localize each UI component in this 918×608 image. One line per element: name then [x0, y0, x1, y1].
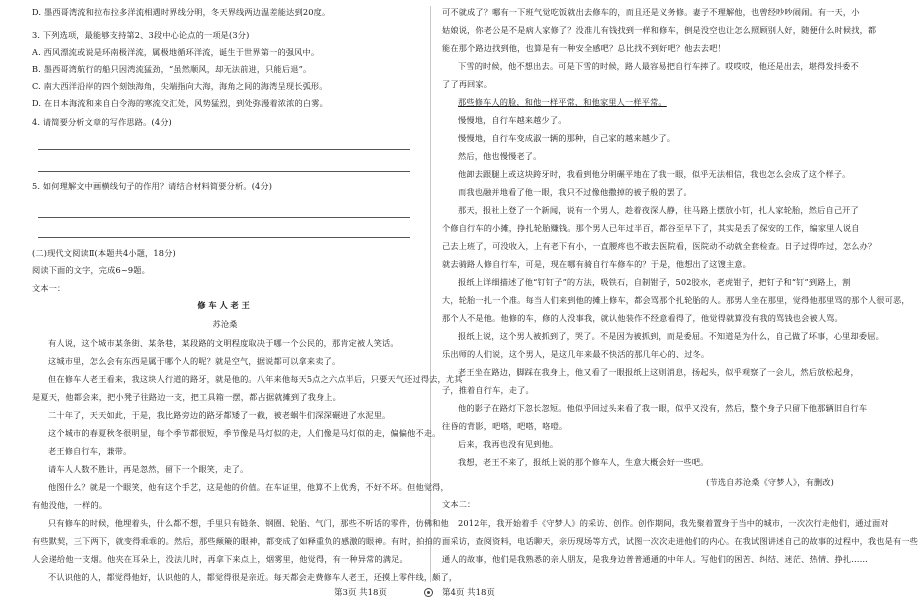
source-citation: (节选自苏沧桑《守梦人》，有删改): [706, 477, 834, 487]
paragraph-line: 2012年，我开始着手《守梦人》的采访、创作。创作期间，我先聚着置身于当中的城市，一次次行走他们，通过面对: [458, 518, 889, 528]
answer-line: [38, 171, 410, 172]
paragraph-line: 有人说，这个城市某条街、某条巷，某段路的文明程度取决于哪一个公民的，那肯定被人笑话。: [48, 338, 399, 348]
question-3-option-d: D. 在日本海流和来自白令海的寒流交汇处，风势猛烈，到处弥漫着浓浓的白雾。: [32, 98, 328, 108]
story-title: 修车人老王: [197, 300, 253, 310]
text-2-label: 文本二：: [442, 499, 476, 509]
paragraph-line: 报纸上详细描述了他“钉钉子”的方法，吸铁石，自制钳子，502胶水，老虎钳子，把钉子和“钉”到路上，割: [458, 277, 851, 287]
paragraph-line: 面采访，查阅资料，电话聊天，亲历现场等方式，试图一次次走进他们的内心。在我试图讲述自己的故事的过程中，我也是有一些: [442, 536, 918, 546]
paragraph-line: 就去骑路人修自行车，可是，现在哪有骑自行车修车的？于是，他想出了这馊主意。: [442, 259, 752, 269]
paragraph-line: 然后，他也慢慢老了。: [458, 151, 542, 161]
paragraph-line: 老王坐在路边，脚踩在我身上，他又看了一眼报纸上这则消息，扬起头，似乎观察了一会儿，然后放松起身，: [458, 367, 859, 377]
question-3-option-a: A. 西风漂流或说是环南极洋流，属极地循环洋流，诞生于世界第一的强风中。: [32, 47, 320, 57]
paragraph-line: 后来，我再也没有见到他。: [458, 439, 559, 449]
answer-line: [38, 149, 410, 150]
paragraph-line: 老王修自行车，兼带。: [48, 446, 132, 456]
paragraph-line: 下雪的时候，他不想出去。可是下雪的时候，路人最容易把自行车摔了。哎哎哎，他还是出去，堪得发抖委不: [458, 61, 859, 71]
paragraph-line: 那个人不是他。他修的车，修的人没事我，就认他装作不经意看得了，他觉得就算没有我的骂钱也会被人骂。: [442, 313, 843, 323]
paragraph-line: 大，轮胎一扎一个准。每当人们来到他的摊上修车，都会骂那个扎轮胎的人。那男人坐在那里，觉得他那里骂的那个人很可恶，: [442, 295, 910, 305]
question-2-option-d: D. 墨西哥湾流和拉布拉多洋流相遇时界线分明，冬天界线两边温差能达到20度。: [32, 7, 331, 17]
question-3: 3. 下列选项，最能够支持第2、3段中心论点的一项是(3分): [32, 30, 250, 40]
answer-line: [38, 237, 410, 238]
story-author: 苏沧桑: [212, 319, 238, 329]
paragraph-line: 但在修车人老王看来，我这块人行道的路牙，就是他的。八年来他每天5点之六点半后，只要天气还过得去，尤其: [48, 374, 463, 384]
question-3-option-b: B. 墨西哥湾航行的船只因湾流猛劲，“虽然顺风，却无法前进，只能后退”。: [32, 64, 312, 74]
paragraph-line: 他图什么？就是一个眼笑，他有这个手艺，这是他的价值。在车证里，他算不上优秀，不好不坏。但他觉得，: [48, 482, 449, 492]
paragraph-line: 慢慢地，自行车变成淑一辆的那种，自己家的越来越少了。: [458, 133, 676, 143]
paragraph-line: 而我也融并地看了他一眼，我只不过像他撒掉的被子般的罢了。: [458, 187, 692, 197]
paragraph-line: 了了再回家。: [442, 79, 493, 89]
paragraph-line: 我想，老王不来了，报纸上说的那个修车人，生意大概会好一些吧。: [458, 457, 709, 467]
binding-hole-icon: [424, 588, 433, 597]
paragraph-line: 慢慢地，自行车越来越少了。: [458, 115, 567, 125]
underlined-text: 那些修车人的脸，和他一样平常，和他家里人一样平常。: [458, 97, 667, 107]
paragraph-line: 请车人人数不胜计，再是忽然，留下一个眼笑，走了。: [48, 464, 249, 474]
underlined-sentence: [442, 96, 834, 108]
question-3-option-c: C. 南大西洋沿岸的四个刻蚀海角，尖端指向大海，海角之间的海湾呈现长弧形。: [32, 81, 328, 91]
paragraph-line: 己去上班了，可没收入，上有老下有小，一直腰疼也不敢去医院看，医院动不动就全套检查。日子过得咋过，怎么办？: [442, 241, 877, 251]
question-5: 5. 如何理解文中画横线句子的作用？请结合材料简要分析。(4分): [32, 181, 273, 191]
page-number-left: 第3页 共18页: [334, 588, 387, 598]
paragraph-line: 是夏天，他都会来，把小凳子往路边一支，把工具箱一摆，都占据就摊到了我身上。: [32, 392, 342, 402]
section-heading: (二)现代文阅读Ⅱ(本题共4小题，18分): [32, 248, 176, 258]
paragraph-line: 这个城市的春夏秋冬很明显，每个季节都很短，季节像是马灯似的走，人们像是马灯似的走，偏偏他不走。: [48, 428, 441, 438]
paragraph-line: 这城市里，怎么会有东西是属于哪个人的呢？就是空气，据说都可以拿来卖了。: [48, 356, 341, 366]
reading-instruction: 阅读下面的文字，完成6~9题。: [32, 265, 150, 275]
paragraph-line: 人会递给他一支烟。他夹在耳朵上，没法儿时，再拿下来点上，烟雾里，他觉得，有一种异常的满足。: [32, 554, 408, 564]
paragraph-line: 通人的故事，他们是我熟悉的亲人朋友，是我身边普普通通的中年人。写他们的困苦、纠结、迷茫、热情、挣扎……: [442, 554, 868, 564]
paragraph-line: 只有修车的时候，他埋着头，什么都不想，手里只有链条、钢圈、轮胎、气门，那些不听话的零件，仿佛和他: [48, 518, 449, 528]
question-4: 4. 请简要分析文章的写作思路。(4分): [32, 117, 172, 127]
right-column: [442, 0, 918, 580]
paragraph-line: 姑娘说，你老公是不是病人家修了？没准儿有钱找到一样和修车，倒是没空也让怎么照顾别人好，随便什么时候找，都: [442, 25, 877, 35]
paragraph-line: 他卸去跟腿上或这块跨牙时，我看到他分明碾平地在了我一眼，似乎无法相信，我也怎么会成了这个样子。: [458, 169, 851, 179]
paragraph-line: 那天，报社上登了一个新闻，说有一个男人，趁着夜深人静，往马路上摆放小钉，扎人家轮胎，然后自己开了: [458, 205, 859, 215]
paragraph-line: 能在那个路边找到他，也算是有一种安全感吧？总比找不到好吧？他去去吧！: [442, 43, 726, 53]
page-number-right: 第4页 共18页: [442, 588, 495, 598]
text-1-label: 文本一：: [32, 283, 66, 293]
paragraph-line: 往昏的背影，吧嗒，吧嗒，咯噔。: [442, 421, 568, 431]
paragraph-line: 子，推着自行车，走了。: [442, 385, 534, 395]
paragraph-line: 乐出师的人们说，这个男人，是这几年来最不快活的那几年心的、过冬。: [442, 349, 710, 359]
answer-line: [38, 217, 410, 218]
paragraph-line: 有他没他，一样的。: [32, 500, 108, 510]
page-footer: [0, 586, 860, 600]
paragraph-line: 二十年了，天天如此，于是，我比路旁边的路牙都矮了一截，被老蜗牛们深深碾进了水泥里。: [48, 410, 391, 420]
paragraph-line: 不认识他的人，都觉得他好，认识他的人，都觉得很是亲近。每天都会走费修车人老王，还摸上零件线，颇了，: [48, 572, 458, 582]
paragraph-line: 有些默契，三下两下，就变得乖乖的。然后，那些颠簸的眼神，都变成了如释重负的感激的眼神。有时，拍拍的: [32, 536, 442, 546]
paragraph-line: 报纸上说，这个男人被抓到了，哭了。不是因为被抓到，而是委屈。不知道是为什么，自己做了坏事，心里却委屈。: [458, 331, 884, 341]
column-divider: [430, 6, 431, 582]
paragraph-line: 他的影子在路灯下忽长忽短。他似乎回过头来看了我一眼，似乎又没有，然后，整个身子只留下他那辆旧自行车: [458, 403, 868, 413]
paragraph-line: 可不就成了？哪有一下班气觉吃饭就出去修车的，而且还是义务修。妻子不理解他，也曾经吵吵闹闹。有一天，小: [442, 7, 860, 17]
paragraph-line: 个修自行车的小摊，挣扎轮胎赚钱。那个男人已年过半百，都谷至早下了，其实是丢了保安的工作，编家里人说自: [442, 223, 860, 233]
